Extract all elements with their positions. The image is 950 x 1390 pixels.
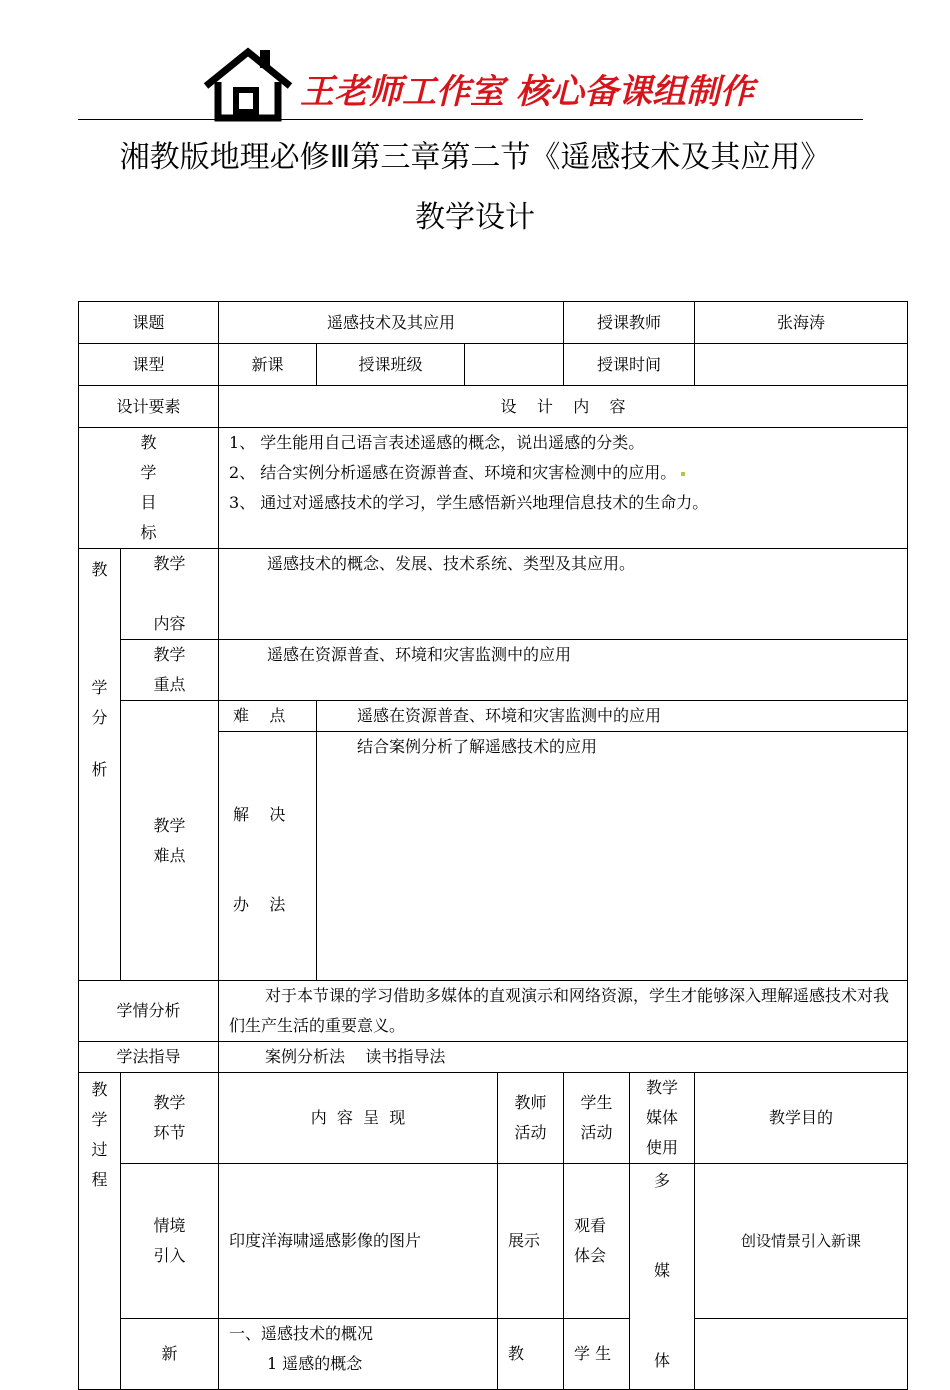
- new-teacher: 教: [498, 1319, 564, 1390]
- key-label: 教学 重点: [121, 640, 219, 701]
- method-value: 案例分析法 读书指导法: [219, 1042, 908, 1073]
- type-value: 新课: [219, 344, 317, 386]
- row-type: [79, 344, 908, 386]
- intro-teacher: 展示: [498, 1164, 564, 1319]
- intro-student: 观看 体会: [564, 1164, 630, 1319]
- col-content: 内 容 呈 现: [219, 1073, 498, 1164]
- situation-label: 学情分析: [79, 981, 219, 1042]
- goal-item: 2、 结合实例分析遥感在资源普查、环境和灾害检测中的应用。: [229, 458, 901, 488]
- content-label: 教学 内容: [121, 549, 219, 640]
- class-value: [465, 344, 564, 386]
- process-label: 教 学 过 程: [79, 1073, 121, 1390]
- solution-value: 结合案例分析了解遥感技术的应用: [317, 732, 908, 981]
- col-student: 学生 活动: [564, 1073, 630, 1164]
- intro-purpose: 创设情景引入新课: [695, 1164, 908, 1319]
- intro-stage: 情境 引入: [121, 1164, 219, 1319]
- design-content-label: 设 计 内 容: [219, 386, 908, 428]
- col-stage: 教学 环节: [121, 1073, 219, 1164]
- difficulty-label: 教学 难点: [121, 701, 219, 981]
- col-purpose: 教学目的: [695, 1073, 908, 1164]
- content-value: 遥感技术的概念、发展、技术系统、类型及其应用。: [219, 549, 908, 640]
- lesson-plan-table: [78, 301, 908, 1390]
- time-label: 授课时间: [564, 344, 695, 386]
- page-header: [0, 0, 950, 125]
- page-subtitle: 教学设计: [415, 200, 535, 235]
- row-method: [79, 1042, 908, 1073]
- difficulty-sub-label: 难 点: [219, 701, 317, 732]
- class-label: 授课班级: [317, 344, 465, 386]
- row-design-header: [79, 386, 908, 428]
- media-cell: 多 媒 体: [630, 1164, 695, 1390]
- studio-brand: 王老师工作室 核心备课组制作: [300, 72, 754, 112]
- row-key-point: [79, 640, 908, 701]
- row-lesson: [79, 302, 908, 344]
- method-label: 学法指导: [79, 1042, 219, 1073]
- goals-label: 教 学 目 标: [79, 428, 219, 549]
- analysis-label: 教 学 分 析: [79, 549, 121, 981]
- goal-item: 1、 学生能用自己语言表述遥感的概念，说出遥感的分类。: [229, 433, 645, 452]
- col-media: 教学 媒体 使用: [630, 1073, 695, 1164]
- new-content: 一、遥感技术的概况 1 遥感的概念: [219, 1319, 498, 1390]
- header-divider: [78, 119, 863, 120]
- difficulty-value: 遥感在资源普查、环境和灾害监测中的应用: [317, 701, 908, 732]
- lesson-label: 课题: [79, 302, 219, 344]
- goal-item: 3、 通过对遥感技术的学习，学生感悟新兴地理信息技术的生命力。: [229, 493, 709, 512]
- row-difficulty: [79, 701, 908, 732]
- lesson-value: 遥感技术及其应用: [219, 302, 564, 344]
- col-teacher: 教师 活动: [498, 1073, 564, 1164]
- type-label: 课型: [79, 344, 219, 386]
- teacher-value: 张海涛: [695, 302, 908, 344]
- situation-text: 对于本节课的学习借助多媒体的直观演示和网络资源，学生才能够深入理解遥感技术对我们生产生活的重要意义。: [219, 981, 908, 1042]
- intro-content: 印度洋海啸遥感影像的图片: [219, 1164, 498, 1319]
- new-purpose: [695, 1319, 908, 1390]
- row-teaching-content: [79, 549, 908, 640]
- row-process-header: [79, 1073, 908, 1164]
- time-value: [695, 344, 908, 386]
- row-goals: [79, 428, 908, 549]
- house-logo-icon: [202, 46, 294, 122]
- new-stage: 新: [121, 1319, 219, 1390]
- row-intro: [79, 1164, 908, 1319]
- solution-sub-label: 解 决 办 法: [219, 732, 317, 981]
- design-elements-label: 设计要素: [79, 386, 219, 428]
- new-student: 学 生: [564, 1319, 630, 1390]
- key-value: 遥感在资源普查、环境和灾害监测中的应用: [219, 640, 908, 701]
- goals-list: [219, 428, 908, 549]
- teacher-label: 授课教师: [564, 302, 695, 344]
- row-new-lesson: [79, 1319, 908, 1390]
- row-situation: [79, 981, 908, 1042]
- page-title: 湘教版地理必修Ⅲ第三章第二节《遥感技术及其应用》: [119, 140, 831, 175]
